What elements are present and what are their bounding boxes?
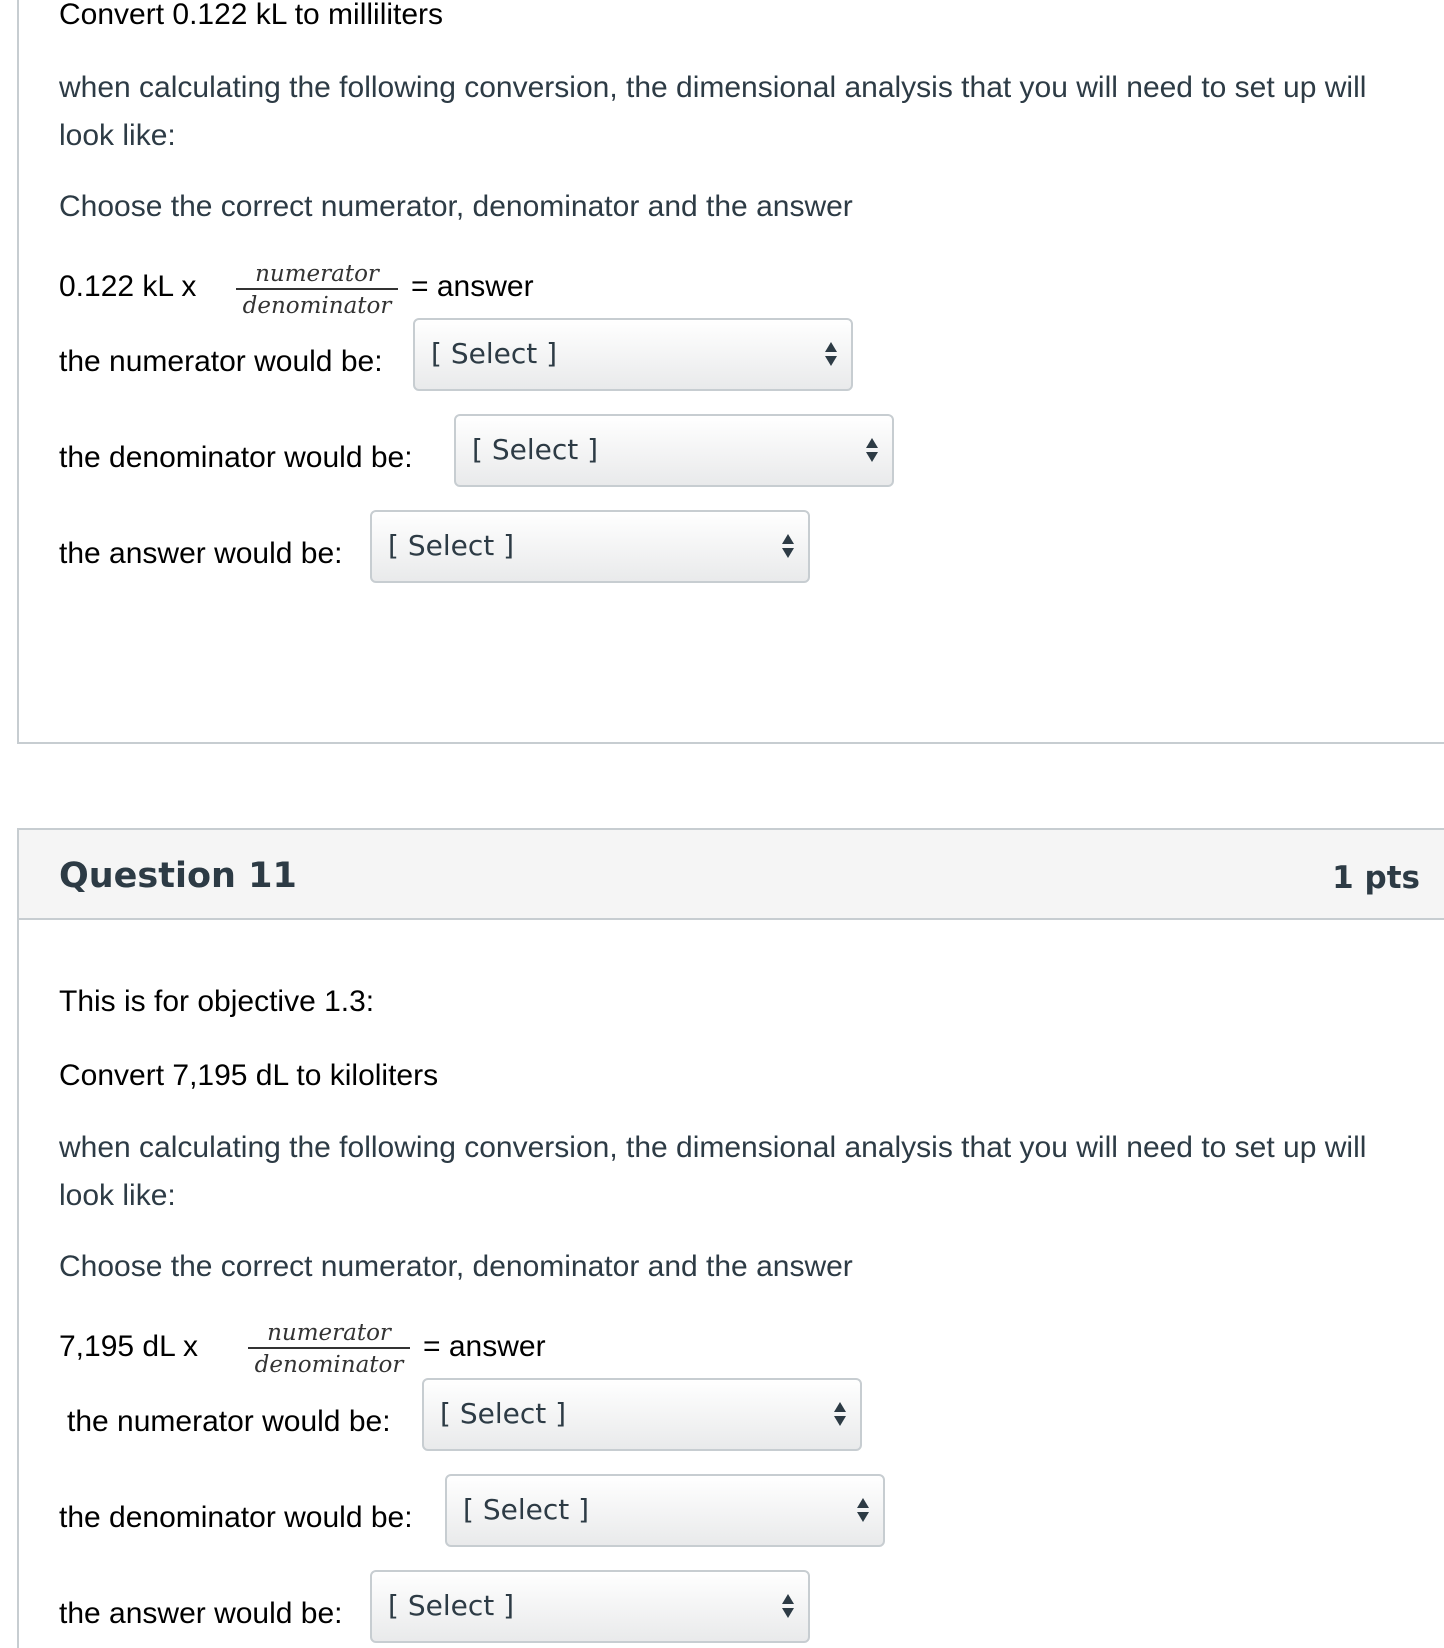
up-down-arrows-icon xyxy=(823,338,839,370)
fraction-denominator: denominator xyxy=(254,1352,404,1378)
question-11-fraction xyxy=(248,1319,410,1381)
question-11-answer-select[interactable] xyxy=(370,1570,810,1643)
select-value: [ Select ] xyxy=(472,433,599,466)
select-value: [ Select ] xyxy=(440,1397,567,1430)
up-down-arrows-icon xyxy=(832,1398,848,1430)
question-11-numerator-select[interactable] xyxy=(422,1378,862,1451)
question-11-choose-text: Choose the correct numerator, denominator and the answer xyxy=(59,1250,853,1283)
question-11-instruction: when calculating the following conversion, the dimensional analysis that you will need to set up will look like: xyxy=(59,1131,1367,1212)
question-10-instruction: when calculating the following conversion, the dimensional analysis that you will need to set up will look like: xyxy=(59,71,1367,152)
question-11-equation-prefix: 7,195 dL x xyxy=(59,1330,198,1363)
question-10-equation-suffix: = answer xyxy=(411,270,534,303)
select-value: [ Select ] xyxy=(431,337,558,370)
up-down-arrows-icon xyxy=(864,434,880,466)
select-value: [ Select ] xyxy=(388,529,515,562)
question-10-numerator-label: the numerator would be: xyxy=(59,345,383,378)
question-10-answer-select[interactable] xyxy=(370,510,810,583)
question-11-header xyxy=(19,830,1444,920)
question-title: Question 11 xyxy=(59,856,297,896)
fraction-denominator: denominator xyxy=(242,293,392,319)
up-down-arrows-icon xyxy=(780,530,796,562)
question-10-numerator-select[interactable] xyxy=(413,318,853,391)
question-11-objective: This is for objective 1.3: xyxy=(59,985,375,1018)
question-10-convert-text: Convert 0.122 kL to milliliters xyxy=(59,0,444,31)
up-down-arrows-icon xyxy=(780,1590,796,1622)
question-11-denominator-label: the denominator would be: xyxy=(59,1501,413,1534)
question-points: 1 pts xyxy=(1332,860,1420,896)
question-11-convert-text: Convert 7,195 dL to kiloliters xyxy=(59,1059,439,1092)
question-10-answer-label: the answer would be: xyxy=(59,537,343,570)
question-10-denominator-label: the denominator would be: xyxy=(59,441,413,474)
question-11-denominator-select[interactable] xyxy=(445,1474,885,1547)
fraction-numerator: numerator xyxy=(248,1319,410,1349)
question-11-equation-suffix: = answer xyxy=(423,1330,546,1363)
question-10-choose-text: Choose the correct numerator, denominator and the answer xyxy=(59,190,853,223)
question-11-answer-label: the answer would be: xyxy=(59,1597,343,1630)
fraction-numerator: numerator xyxy=(236,260,398,290)
up-down-arrows-icon xyxy=(855,1494,871,1526)
select-value: [ Select ] xyxy=(463,1493,590,1526)
question-10-equation-prefix: 0.122 kL x xyxy=(59,270,197,303)
question-11-numerator-label: the numerator would be: xyxy=(67,1405,391,1438)
question-10-fraction xyxy=(236,260,398,322)
select-value: [ Select ] xyxy=(388,1589,515,1622)
question-10-denominator-select[interactable] xyxy=(454,414,894,487)
